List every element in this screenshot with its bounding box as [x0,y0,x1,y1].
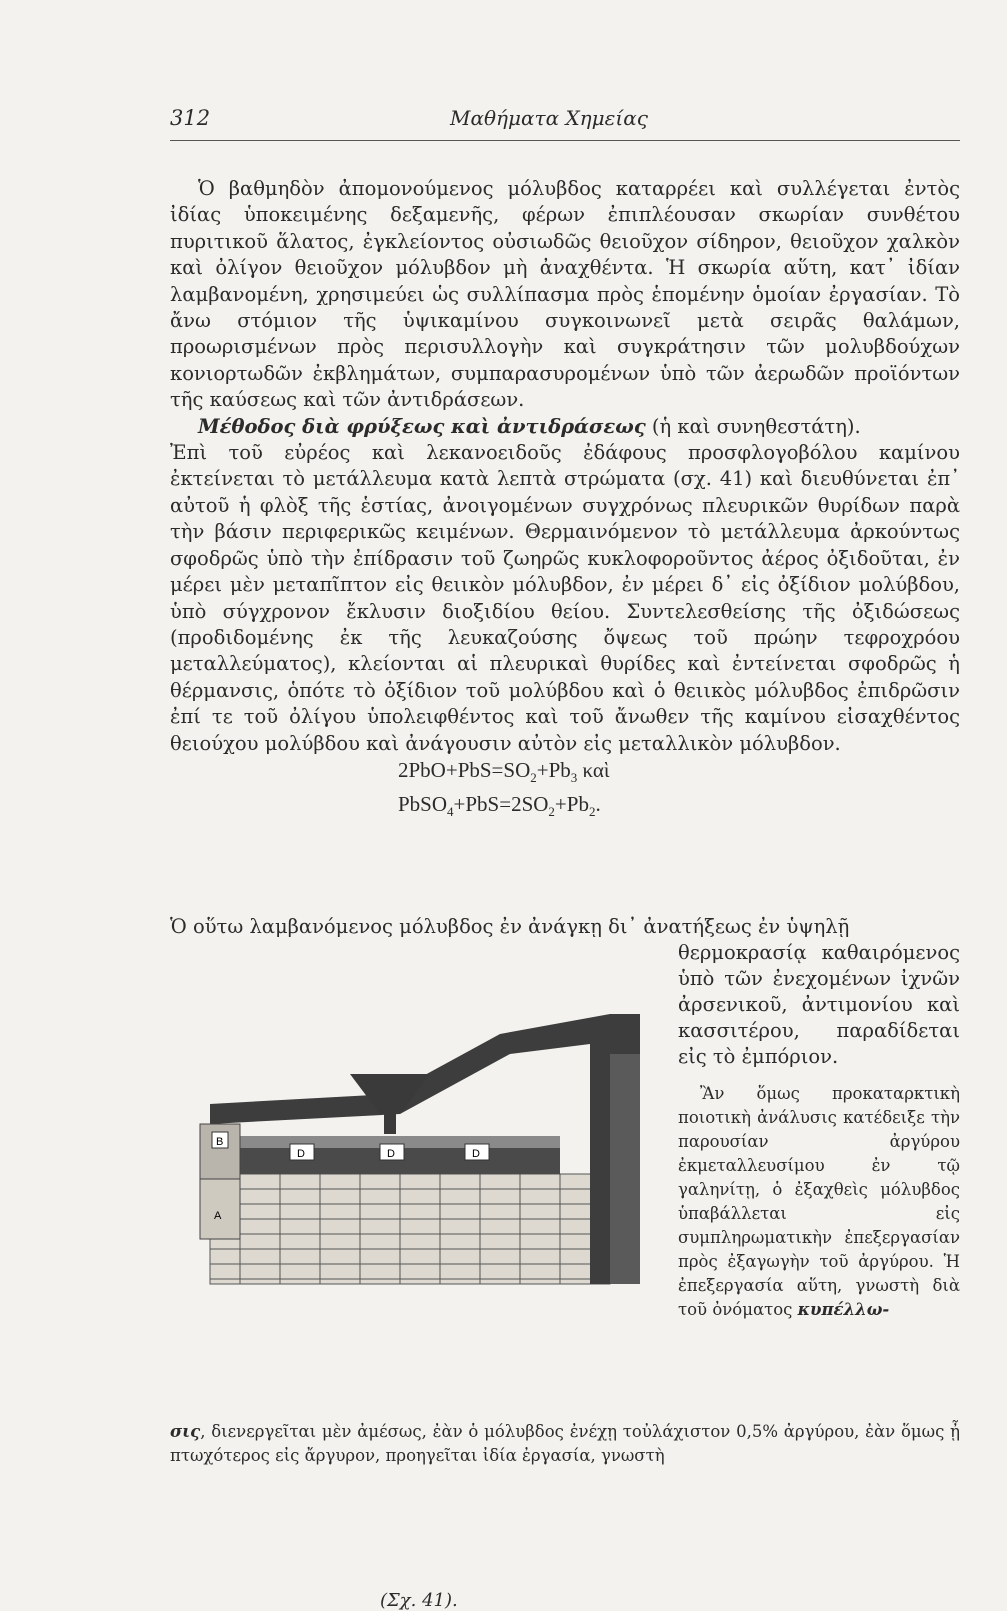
label-d-3: D [472,1148,480,1160]
bottom-text: , διενεργεῖται μὲν ἀμέσως, ἐὰν ὁ μόλυβδος ἐνέχῃ τοὐλάχιστον 0,5% ἀργύρου, ἐὰν ὅμως ᾖ πτωχότερος εἰς ἄργυρον, προηγεῖται ἰδία ἐργασία, γνωστὴ [170,1422,960,1465]
term-cupellation-end: σις [170,1422,201,1441]
label-b: B [216,1136,224,1148]
running-title: Μαθήματα Χημείας [450,106,648,130]
label-a: A [214,1210,222,1222]
equation-2: $PbSO_4+PbS=2SO_2+Pb_2$. [398,792,601,820]
page-header [170,100,960,141]
equation-1: $2PbO+PbS=SO_2+Pb_3$ καὶ [398,757,610,786]
method-heading-line [170,414,960,440]
method-title: Μέθοδος διὰ φρύξεως καὶ ἀντιδράσεως [198,414,646,438]
paragraph-slag: Ὁ βαθμηδὸν ἀπομονούμενος μόλυβδος καταρρέει καὶ συλλέγεται ἐντὸς ἰδίας ὑποκειμένης δεξαμενῆς, φέρων ἐπιπλέουσαν σκωρίαν συνθέτου πυριτικοῦ ἅλατος, ἐγκλείοντος οὐσιωδῶς θειοῦχον σίδηρον, θειοῦχον χαλκὸν καὶ ὀλίγον θειοῦχον μόλυβδον μὴ ἀναχθέντα. Ἡ σκωρία αὕτη, κατ᾽ ἰδίαν λαμβανομένη, χρησιμεύει ὡς συλλίπασμα πρὸς ἑπομένην ὁμοίαν ἐργασίαν. Τὸ ἄνω στόμιον τῆς ὑψικαμίνου συγκοινωνεῖ μετὰ σειρᾶς θαλάμων, προωρισμένων πρὸς περισυλλογὴν καὶ συγκράτησιν τῶν μολυβδούχων κονιορτωδῶν ἐκβλημάτων, συμπαρασυρομένων ὑπὸ τῶν ἀερωδῶν προϊόντων τῆς καύσεως καὶ τῶν ἀντιδράσεων. [170,177,960,412]
furnace-figure [170,994,670,1294]
figure-caption: (Σχ. 41). [380,1590,458,1611]
wrap-right-text-1: θερμοκρασίᾳ καθαιρόμενος ὑπὸ τῶν ἐνεχομένων ἰχνῶν ἀρσενικοῦ, ἀντιμονίου καὶ κασσιτέρου, παραδίδεται εἰς τὸ ἐμπόριον. [678,941,960,1068]
label-d-2: D [387,1148,395,1160]
bottom-lines [170,1420,960,1468]
method-note: (ἡ καὶ συνηθεστάτη). [645,414,861,438]
body-text [170,176,960,825]
term-cupellation: κυπέλλω- [797,1300,890,1319]
furnace-base [210,1174,610,1284]
chimney [610,1054,640,1284]
paragraph-roasting: Ἐπὶ τοῦ εὐρέος καὶ λεκανοειδοῦς ἐδάφους προσφλογοβόλου καμίνου ἐκτείνεται τὸ μετάλλευμα κατὰ λεπτὰ στρώματα (σχ. 41) καὶ διευθύνεται ἐπ᾽ αὐτοῦ ἡ φλὸξ τῆς ἑστίας, ἀνοιγομένων συγχρόνως πλευρικῶν θυρίδων παρὰ τὴν βάσιν περιφερικῶς κειμένων. Θερμαινόμενον τὸ μετάλλευμα ἀρκούντως σφοδρῶς ὑπὸ τὴν ἐπίδρασιν τοῦ ζωηρῶς κυκλοφοροῦντος ἀέρος ὀξιδοῦται, ἐν μέρει μὲν μεταπῖπτον εἰς θειικὸν μόλυβδον, ἐν μέρει δ᾽ εἰς ὀξίδιον μολύβδου, ὑπὸ σύγχρονον ἔκλυσιν διοξιδίου θείου. Συντελεσθείσης τῆς ὀξιδώσεως (προδιδομένης ἐκ τῆς λευκαζούσης ὄψεως τοῦ πρώην τεφροχρόου μεταλλεύματος), κλείονται αἱ πλευρικαὶ θυρίδες καὶ ἐντείνεται σφοδρῶς ἡ θέρμανσις, ὁπότε τὸ ὀξίδιον τοῦ μολύβδου καὶ ὁ θειικὸς μόλυβδος ἐπιδρῶσιν ἐπί τε τοῦ ὀλίγου ὑπολειφθέντος καὶ τοῦ ἄνωθεν τῆς καμίνου εἰσαχθέντος θειούχου μολύβδου καὶ ἀνάγουσιν αὐτὸν εἰς μεταλλικὸν μόλυβδον. [170,441,960,755]
wrap-right-text-2: Ἂν ὅμως προκαταρκτικὴ ποιοτικὴ ἀνάλυσις κατέδειξε τὴν παρουσίαν ἀργύρου ἐκμεταλλευσίμου ἐν τῷ γαληνίτῃ, ὁ ἐξαχθεὶς μόλυβδος ὑπαβάλλεται εἰς συμπληρωματικὴν ἐπεξεργασίαν πρὸς ἐξαγωγὴν τοῦ ἀργύρου. Ἡ ἐπεξεργασία αὕτη, γνωστὴ διὰ τοῦ ὀνόματος κυπέλλω- [678,1084,960,1319]
wrap-lead-line: Ὁ οὕτω λαμβανόμενος μόλυβδος ἐν ἀνάγκῃ δι᾽ ἀνατήξεως ἐν ὑψηλῇ [170,915,850,938]
label-d-1: D [297,1148,305,1160]
page-number: 312 [170,106,211,130]
